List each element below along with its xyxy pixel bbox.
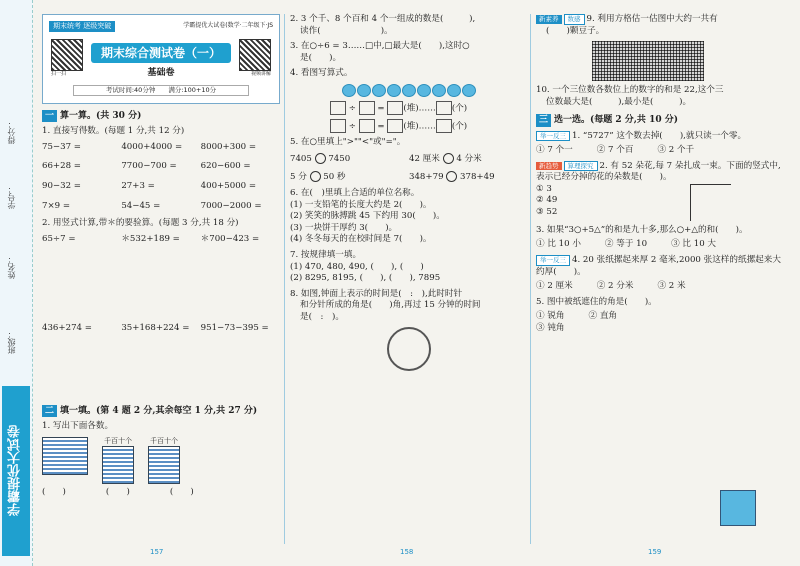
calc-item: ＊700−423 = bbox=[200, 233, 260, 244]
beans-grid-image bbox=[592, 41, 704, 81]
calc-item: ＊532+189 = bbox=[121, 233, 180, 244]
option[interactable]: ② 49 bbox=[536, 195, 558, 206]
question-text: 举一反三 4. 20 张纸摞起来厚 2 毫米,2000 张这样的纸摞起来大约厚( )。 bbox=[536, 255, 781, 277]
sub-question: (1) 一支铅笔的长度大约是 2( )。 bbox=[290, 199, 432, 210]
column-divider bbox=[284, 14, 285, 544]
question-text: 是( : )。 bbox=[300, 311, 344, 322]
calc-item: 8000+300 = bbox=[200, 141, 257, 152]
question-text: 5. 在○里填上">""<"或"="。 bbox=[290, 137, 406, 148]
calc-item: 66+28 = bbox=[42, 161, 82, 172]
vertical-calc-grid bbox=[42, 234, 280, 335]
calc-item: 7000−2000 = bbox=[200, 200, 262, 211]
question-text: 新趋势 算理探究 2. 有 52 朵花,每 7 朵扎成一束。下面的竖式中,表示已经分掉的花的朵数是( )。 bbox=[536, 160, 781, 183]
exam-tag: 期末统考 逐级突破 bbox=[49, 21, 115, 32]
answer-blank[interactable]: ( ) bbox=[105, 487, 130, 498]
option[interactable]: ③ 钝角 bbox=[536, 323, 565, 334]
question-text: 3. 如果“3○+5△”的和是九十多,那么○+△的和( )。 bbox=[536, 224, 748, 235]
question-text: 2. 用竖式计算,带＊的要验算。(每题 3 分,共 18 分) bbox=[42, 218, 239, 229]
binding-sidebar bbox=[0, 0, 33, 566]
sub-question: (1) 470, 480, 490, ( ), ( ) bbox=[290, 261, 424, 272]
option[interactable]: ① 比 10 小 bbox=[536, 239, 581, 250]
clock-icon bbox=[387, 327, 431, 371]
question-text: 和分针所成的角是( )角,再过 15 分钟的时间 bbox=[300, 300, 481, 311]
column-right bbox=[536, 14, 781, 335]
option[interactable]: ② 7 个百 bbox=[596, 145, 634, 156]
question-text: ( )颗豆子。 bbox=[546, 25, 605, 36]
abacus-image: 千百十个 bbox=[148, 437, 180, 484]
exam-header bbox=[42, 14, 280, 104]
question-text: 新素养 数感 9. 利用方格估一估图中大约一共有 bbox=[536, 14, 781, 26]
class-label: 班级： bbox=[7, 330, 16, 354]
answer-blank[interactable]: ( ) bbox=[169, 487, 194, 498]
qr-caption: 扫一扫 bbox=[51, 71, 67, 77]
options bbox=[536, 281, 781, 293]
question-text: 读作( )。 bbox=[300, 25, 393, 36]
question-text: 5. 图中被纸遮住的角是( )。 bbox=[536, 296, 657, 307]
option[interactable]: ③ 比 10 大 bbox=[671, 239, 717, 250]
series-name: 学霸提优大试卷(数学·二年级下·JS bbox=[183, 22, 273, 29]
number-pictures bbox=[42, 437, 280, 484]
exam-title: 期末综合测试卷（一） bbox=[91, 43, 231, 63]
section-heading: 二 填一填。(第 4 题 2 分,其余每空 1 分,共 27 分) bbox=[42, 405, 280, 417]
option[interactable]: ① 锐角 bbox=[536, 311, 565, 322]
question-text: 1. 直接写得数。(每题 1 分,共 12 分) bbox=[42, 126, 185, 137]
brand-banner: 学霸提优大试卷 bbox=[2, 386, 30, 556]
question-text: 3. 在○÷6 = 3……□中,□最大是( ),这时○ bbox=[290, 41, 470, 52]
page-number: 158 bbox=[400, 548, 414, 556]
qr-caption: 视频讲解 bbox=[250, 71, 271, 77]
calc-item: 436+274 = bbox=[42, 323, 92, 334]
column-divider bbox=[530, 14, 531, 544]
calc-item: 7×9 = bbox=[42, 200, 71, 211]
options bbox=[536, 311, 781, 323]
question-text: 4. 看图写算式。 bbox=[290, 68, 353, 79]
exam-subtitle: 基础卷 bbox=[147, 68, 175, 78]
student-no-label: 学号： bbox=[7, 185, 16, 209]
exam-info: 考试时间:40分钟 满分:100+10分 bbox=[73, 85, 249, 96]
question-text: 举一反三 1. “5727” 这个数去掉( ),就只读一个零。 bbox=[536, 131, 781, 143]
question-text: 1. 写出下面各数。 bbox=[42, 421, 114, 432]
option[interactable]: ① 2 厘米 bbox=[536, 281, 573, 292]
calc-item: 620−600 = bbox=[200, 161, 251, 172]
calc-item: 75−37 = bbox=[42, 141, 82, 152]
column-left bbox=[42, 14, 280, 499]
cube-block-image bbox=[42, 437, 88, 475]
equation-row: ÷ = (堆)…… (个) bbox=[330, 119, 528, 133]
balls-picture bbox=[290, 84, 528, 97]
answer-blank[interactable]: ( ) bbox=[42, 487, 66, 498]
option[interactable]: ② 直角 bbox=[588, 311, 618, 322]
sub-question: (2) 笑笑的脉搏跳 45 下约用 30( )。 bbox=[290, 211, 445, 222]
calc-item: 27+3 = bbox=[121, 180, 155, 191]
question-text: 是( )。 bbox=[300, 52, 342, 63]
column-middle bbox=[290, 14, 528, 371]
abacus-image: 千百十个 bbox=[102, 437, 134, 484]
section-heading: 一 算一算。(共 30 分) bbox=[42, 110, 280, 122]
option[interactable]: ③ 52 bbox=[536, 207, 558, 218]
answer-blanks bbox=[42, 487, 280, 499]
option[interactable]: ① 7 个一 bbox=[536, 145, 573, 156]
option[interactable]: ② 等于 10 bbox=[604, 239, 648, 250]
sub-question: (4) 冬冬每天的在校时间是 7( )。 bbox=[290, 234, 432, 245]
options bbox=[536, 239, 781, 251]
calc-item: 65÷7 = bbox=[42, 233, 76, 244]
question-text: 7. 按规律填一填。 bbox=[290, 249, 362, 260]
name-label: 姓名： bbox=[7, 255, 16, 279]
page-number: 159 bbox=[648, 548, 662, 556]
options bbox=[536, 145, 781, 157]
option[interactable]: ① 3 bbox=[536, 183, 552, 194]
question-text: 位数最大是( ),最小是( )。 bbox=[546, 96, 692, 107]
option[interactable]: ③ 2 个千 bbox=[657, 145, 695, 156]
question-text: 10. 一个三位数各数位上的数字的和是 22,这个三 bbox=[536, 85, 724, 96]
calc-item: 90−32 = bbox=[42, 180, 82, 191]
sub-question: (2) 8295, 8195, ( ), ( ), 7895 bbox=[290, 273, 441, 284]
option[interactable]: ③ 2 米 bbox=[657, 281, 686, 292]
calc-item: 35+168+224 = bbox=[121, 323, 190, 334]
paper-square-image bbox=[720, 490, 756, 526]
option[interactable]: ② 2 分米 bbox=[596, 281, 634, 292]
calc-grid bbox=[42, 142, 280, 212]
calc-item: 400+5000 = bbox=[200, 180, 257, 191]
options-with-division bbox=[536, 184, 781, 221]
compare-grid: 7405 7450 42 厘米 4 分米 5 分 50 秒 348+79 378+49 bbox=[290, 153, 495, 183]
score-label: 得分： bbox=[7, 120, 16, 144]
calc-item: 951−73−395 = bbox=[200, 323, 269, 334]
equation-row: ÷ = (堆)…… (个) bbox=[330, 101, 528, 115]
calc-item: 54−45 = bbox=[121, 200, 161, 211]
long-division-figure bbox=[690, 184, 731, 221]
question-text: 8. 如图,钟面上表示的时间是( : ),此时时针 bbox=[290, 288, 463, 299]
question-text: 2. 3 个千、8 个百和 4 个一组成的数是( ), bbox=[290, 14, 476, 24]
page-number: 157 bbox=[150, 548, 164, 556]
question-text: 6. 在( )里填上合适的单位名称。 bbox=[290, 187, 420, 198]
calc-item: 7700−700 = bbox=[121, 161, 177, 172]
section-heading: 三 选一选。(每题 2 分,共 10 分) bbox=[536, 114, 781, 126]
calc-item: 4000+4000 = bbox=[121, 141, 183, 152]
sub-question: (3) 一块饼干厚约 3( )。 bbox=[290, 222, 398, 233]
